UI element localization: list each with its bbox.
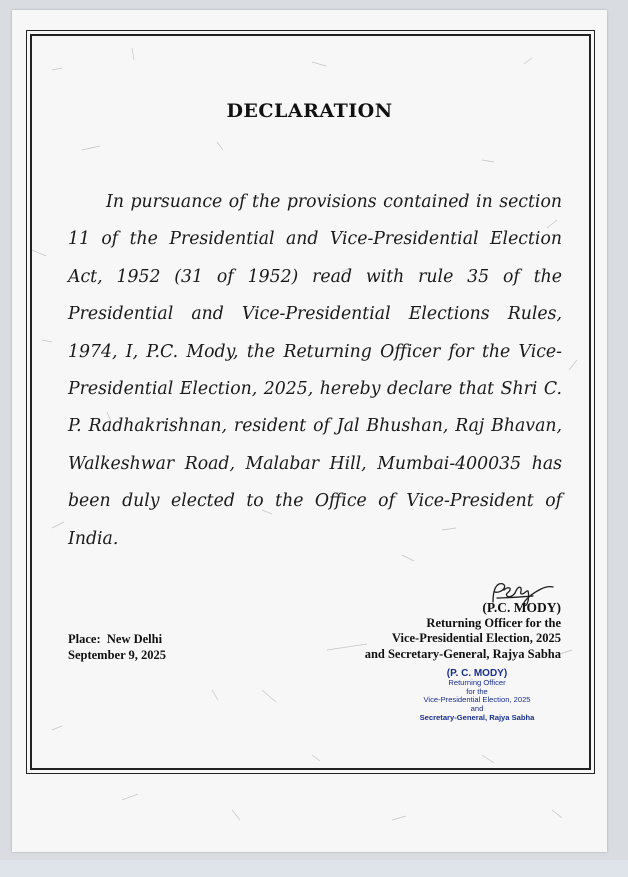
document-page bbox=[12, 10, 607, 852]
stamp-line: Returning Officer bbox=[448, 678, 506, 687]
stamp-name: (P. C. MODY) bbox=[446, 668, 508, 679]
document-title: DECLARATION bbox=[226, 100, 393, 122]
stamp-line: Secretary-General, Rajya Sabha bbox=[419, 712, 535, 722]
stamp-line: and bbox=[470, 704, 484, 714]
viewer-bottom-bar bbox=[0, 860, 628, 877]
date-line: September 9, 2025 bbox=[68, 647, 167, 662]
signatory-line: Vice-Presidential Election, 2025 bbox=[391, 631, 561, 645]
signatory-name: (P.C. MODY) bbox=[482, 600, 561, 615]
signatory-line: Returning Officer for the bbox=[426, 615, 561, 630]
stamp-line: Vice-Presidential Election, 2025 bbox=[423, 695, 531, 705]
place-line: Place: New Delhi bbox=[68, 632, 163, 646]
signatory-line: and Secretary-General, Rajya Sabha bbox=[364, 646, 561, 661]
declaration-body: In pursuance of the provisions contained in section 11 of the Presidential and Vice-Presidential Election Act, 1952 (31 of 1952) read with rule 35 of the Presidential and Vice-Presidential Elections Rules, 1974, I, P.C. Mody, the Returning Officer for the Vice-Presidential Election, 2025, hereby declare that Shri C. P. Radhakrishnan, resident of Jal Bhushan, Raj Bhavan, Walkeshwar Road, Malabar Hill, Mumbai-400035 has been duly elected to the Office of Vice-President of India. bbox=[68, 192, 562, 549]
official-stamp bbox=[412, 668, 542, 723]
signatory-block bbox=[365, 600, 561, 662]
stamp-line: for the bbox=[466, 686, 488, 696]
place-date-block bbox=[68, 632, 166, 663]
